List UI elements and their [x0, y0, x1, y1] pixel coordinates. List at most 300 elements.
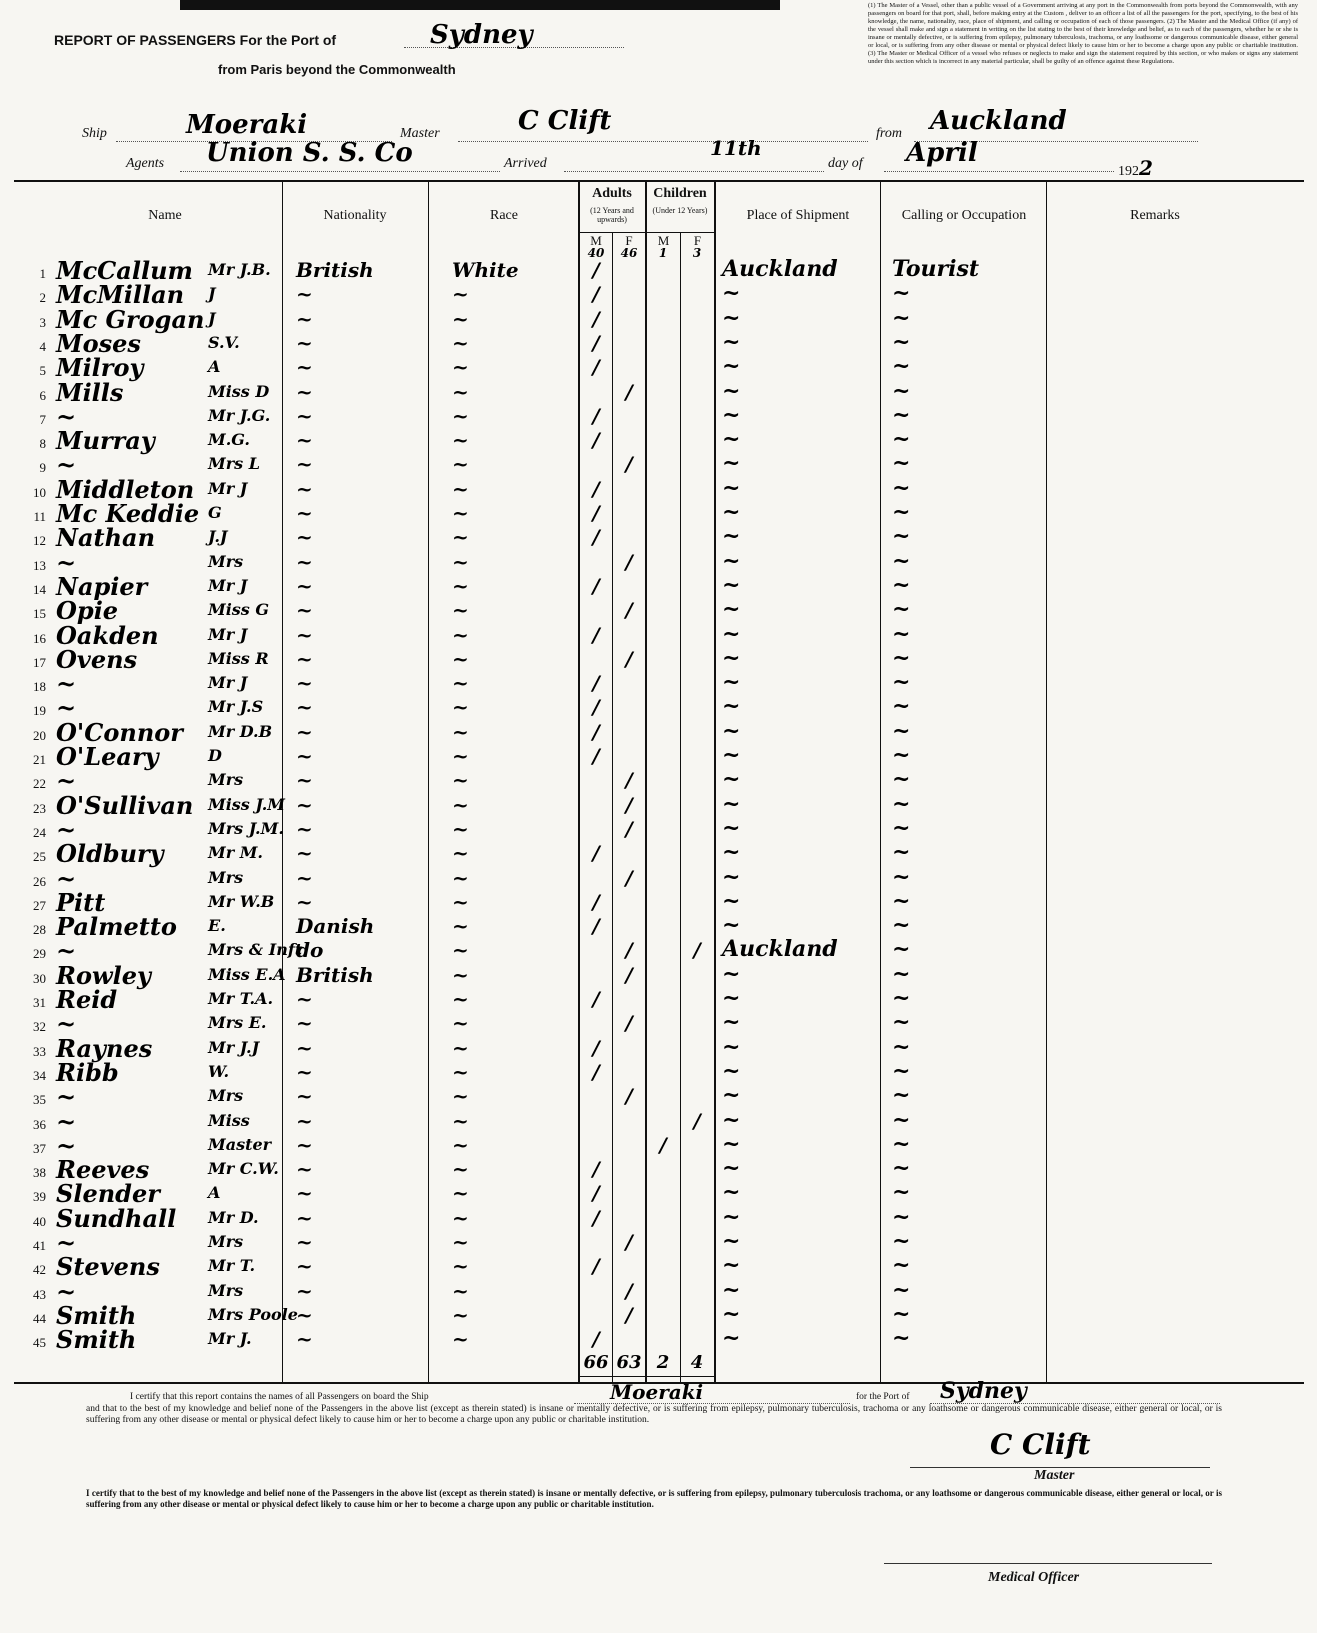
passenger-nationality: ~	[296, 720, 313, 744]
col-header-remarks: Remarks	[1130, 208, 1180, 223]
count-mark-af: /	[625, 1011, 633, 1035]
year-label	[1118, 156, 1153, 180]
passenger-place: ~	[722, 1009, 741, 1035]
passenger-race: ~	[452, 1279, 469, 1303]
passenger-race: ~	[452, 1060, 469, 1084]
passenger-nationality: ~	[296, 1254, 313, 1278]
count-mark-am: /	[592, 744, 600, 768]
passenger-name: ~	[56, 402, 77, 431]
passenger-nationality: ~	[296, 1230, 313, 1254]
col-divider	[1046, 182, 1047, 1382]
count-mark-am: /	[592, 331, 600, 355]
passenger-race: ~	[452, 817, 469, 841]
row-number: 27	[33, 898, 46, 913]
passenger-occupation: ~	[892, 305, 911, 331]
passenger-nationality: ~	[296, 1157, 313, 1181]
total-child-m: 2	[656, 1352, 670, 1373]
passenger-race: ~	[452, 525, 469, 549]
passenger-name: ~	[56, 766, 77, 795]
passenger-place: Auckland	[722, 936, 838, 962]
passenger-nationality: ~	[296, 793, 313, 817]
row-number: 29	[33, 946, 46, 961]
col-divider	[714, 182, 716, 1382]
passenger-name: Mc Grogan	[56, 305, 205, 334]
count-mark-af: /	[625, 1279, 633, 1303]
row-number: 28	[33, 922, 46, 937]
passenger-race: White	[452, 258, 519, 282]
passenger-name: ~	[56, 1277, 77, 1306]
arrived-day: 11th	[710, 136, 762, 160]
passenger-initials: Mrs	[208, 868, 244, 887]
passenger-nationality: ~	[296, 817, 313, 841]
count-mark-af: /	[625, 380, 633, 404]
passenger-race: ~	[452, 307, 469, 331]
count-mark-am: /	[592, 1254, 600, 1278]
passenger-place: ~	[722, 864, 741, 890]
row-number: 23	[33, 801, 46, 816]
passenger-race: ~	[452, 890, 469, 914]
passenger-name: O'Sullivan	[56, 791, 194, 820]
passenger-nationality: Danish	[296, 914, 375, 938]
passenger-place: ~	[722, 645, 741, 671]
count-mark-am: /	[592, 841, 600, 865]
count-mark-am: /	[592, 720, 600, 744]
passenger-place: ~	[722, 718, 741, 744]
col-header-place: Place of Shipment	[746, 208, 850, 223]
passenger-race: ~	[452, 1327, 469, 1351]
row-number: 19	[33, 703, 46, 718]
passenger-name: Milroy	[56, 353, 144, 382]
passenger-place: ~	[722, 1277, 741, 1303]
col-divider	[282, 182, 283, 1382]
count-mark-af: /	[625, 598, 633, 622]
passenger-occupation: ~	[892, 1131, 911, 1157]
passenger-initials: Miss G	[208, 600, 270, 619]
passenger-occupation: ~	[892, 621, 911, 647]
row-number: 16	[33, 631, 46, 646]
col-header-adults: Adults	[592, 186, 632, 201]
passenger-place: ~	[722, 693, 741, 719]
passenger-occupation: ~	[892, 742, 911, 768]
passenger-name: O'Connor	[56, 718, 183, 747]
passenger-occupation: ~	[892, 548, 911, 574]
passenger-initials: Mr M.	[208, 843, 263, 862]
passenger-race: ~	[452, 841, 469, 865]
passenger-race: ~	[452, 695, 469, 719]
passenger-place: ~	[722, 888, 741, 914]
count-mark-af: /	[625, 1303, 633, 1327]
col-header-child-f: F	[693, 233, 702, 248]
col-note-children: (Under 12 Years)	[652, 206, 708, 215]
passenger-nationality: ~	[296, 550, 313, 574]
passenger-name: Nathan	[56, 523, 156, 552]
passenger-occupation: ~	[892, 1058, 911, 1084]
passenger-occupation: ~	[892, 1228, 911, 1254]
from-label: from	[876, 126, 902, 141]
passenger-name: ~	[56, 1107, 77, 1136]
passenger-occupation: ~	[892, 961, 911, 987]
passenger-occupation: ~	[892, 572, 911, 598]
col-divider	[645, 182, 647, 1382]
passenger-occupation: ~	[892, 329, 911, 355]
count-mark-am: /	[592, 355, 600, 379]
passenger-initials: Mrs & Inft	[208, 940, 303, 959]
passenger-place: ~	[722, 1058, 741, 1084]
passenger-name: Sundhall	[56, 1204, 177, 1233]
passenger-nationality: ~	[296, 744, 313, 768]
passenger-occupation: ~	[892, 693, 911, 719]
total-child-f: 4	[690, 1352, 704, 1373]
passenger-nationality: ~	[296, 841, 313, 865]
passenger-occupation: ~	[892, 888, 911, 914]
passenger-nationality: ~	[296, 1303, 313, 1327]
row-number: 3	[39, 315, 46, 330]
row-number: 39	[33, 1189, 46, 1204]
passenger-nationality: ~	[296, 477, 313, 501]
row-number: 21	[33, 752, 46, 767]
count-mark-am: /	[592, 1181, 600, 1205]
passenger-initials: A	[208, 357, 221, 376]
passenger-place: ~	[722, 1252, 741, 1278]
passenger-race: ~	[452, 793, 469, 817]
passenger-nationality: ~	[296, 1327, 313, 1351]
passenger-nationality: ~	[296, 501, 313, 525]
month-value: April	[906, 138, 978, 168]
count-mark-af: /	[625, 647, 633, 671]
passenger-initials: Miss R	[208, 649, 269, 668]
master-cert-intro: I certify that this report contains the names of all Passengers on board the Ship	[130, 1392, 429, 1402]
passenger-initials: Mrs	[208, 1281, 244, 1300]
medical-signature-line	[884, 1562, 1212, 1564]
passenger-place: ~	[722, 961, 741, 987]
row-number: 34	[33, 1068, 46, 1083]
count-mark-af: /	[625, 866, 633, 890]
master-label: Master	[400, 126, 440, 141]
passenger-initials: Mr T.	[208, 1256, 256, 1275]
row-number: 14	[33, 582, 46, 597]
count-mark-am: /	[592, 477, 600, 501]
regulations-text: (1) The Master of a Vessel, other than a public vessel of a Government arriving at any port in the Commonwealth from ports beyond the Commonwealth, with any passengers on board for that port, shall, before making entry at the Custom , deliver to an officer a list of all the passengers for the port, specifying, to the best of his knowledge, the name, nationality, race, place of shipment, and calling or occupation of each of those passengers. (2) The Master and the Medical Office (if any) of the vessel shall make and sign a statement in writing on the list stating to the best of their knowledge and belief, as to each of the passengers, whether he or she is insane or mentally defective, or is suffering from epilepsy, pulmonary tuberculosis, trachoma, or any loathsome or dangerous communicable disease, either general or local, or is suffering from any other disease or mental or physical defect likely to cause him or her to become a charge upon any public or charitable institution. (3) The Master or Medical Officer of a vessel who refuses or neglects to make and sign the statement required by this section, or who makes or signs any statement under this section which is incorrect in any material particular, shall be guilty of an offence against these Regulations.	[868, 2, 1298, 65]
passenger-name: Reid	[56, 985, 118, 1014]
running-total-child-m: 1	[658, 246, 668, 260]
passenger-name: ~	[56, 936, 77, 965]
passenger-nationality: ~	[296, 452, 313, 476]
passenger-place: ~	[722, 1107, 741, 1133]
passenger-race: ~	[452, 1254, 469, 1278]
passenger-occupation: ~	[892, 1009, 911, 1035]
row-number: 25	[33, 849, 46, 864]
passenger-nationality: ~	[296, 1109, 313, 1133]
passenger-race: ~	[452, 720, 469, 744]
passenger-nationality: ~	[296, 1084, 313, 1108]
passenger-occupation: ~	[892, 1034, 911, 1060]
passenger-initials: Miss D	[208, 382, 270, 401]
passenger-race: ~	[452, 428, 469, 452]
passenger-initials: Mr J	[208, 576, 248, 595]
passenger-race: ~	[452, 550, 469, 574]
row-number: 10	[33, 485, 46, 500]
passenger-name: McMillan	[56, 280, 185, 309]
running-total-child-f: 3	[692, 246, 702, 260]
passenger-name: Stevens	[56, 1252, 160, 1281]
passenger-name: O'Leary	[56, 742, 159, 771]
count-mark-af: /	[625, 452, 633, 476]
passenger-name: Middleton	[56, 475, 195, 504]
passenger-race: ~	[452, 355, 469, 379]
passenger-race: ~	[452, 1109, 469, 1133]
passenger-race: ~	[452, 1036, 469, 1060]
passenger-race: ~	[452, 623, 469, 647]
passenger-initials: Miss E.A	[208, 965, 286, 984]
passenger-place: ~	[722, 475, 741, 501]
count-mark-am: /	[592, 1060, 600, 1084]
passenger-race: ~	[452, 1011, 469, 1035]
passenger-name: ~	[56, 1131, 77, 1160]
passenger-name: Murray	[56, 426, 155, 455]
passenger-name: ~	[56, 548, 77, 577]
passenger-name: Slender	[56, 1179, 160, 1208]
passenger-place: ~	[722, 329, 741, 355]
count-mark-am: /	[592, 1206, 600, 1230]
count-mark-af: /	[625, 963, 633, 987]
passenger-initials: Mr J	[208, 673, 248, 692]
passenger-place: ~	[722, 353, 741, 379]
count-mark-am: /	[592, 1036, 600, 1060]
passenger-race: ~	[452, 744, 469, 768]
row-number: 43	[33, 1287, 46, 1302]
passenger-initials: Mrs	[208, 770, 244, 789]
passenger-occupation: ~	[892, 645, 911, 671]
count-mark-cf: /	[693, 938, 701, 962]
passenger-place: ~	[722, 669, 741, 695]
passenger-place: ~	[722, 450, 741, 476]
passenger-nationality: ~	[296, 598, 313, 622]
day-of-label: day of	[828, 156, 863, 171]
row-number: 35	[33, 1092, 46, 1107]
passenger-initials: Mrs	[208, 552, 244, 571]
master-value: C Clift	[518, 106, 612, 136]
ship-label: Ship	[82, 126, 107, 141]
passenger-nationality: ~	[296, 671, 313, 695]
row-number: 17	[33, 655, 46, 670]
passenger-initials: A	[208, 1183, 221, 1202]
count-mark-af: /	[625, 768, 633, 792]
passenger-place: ~	[722, 596, 741, 622]
passenger-name: Rowley	[56, 961, 151, 990]
col-note-adults: (12 Years and upwards)	[590, 206, 634, 224]
count-mark-cf: /	[693, 1109, 701, 1133]
passenger-initials: W.	[208, 1062, 230, 1081]
passenger-name: ~	[56, 815, 77, 844]
passenger-place: ~	[722, 1228, 741, 1254]
passenger-race: ~	[452, 598, 469, 622]
passenger-place: ~	[722, 839, 741, 865]
passenger-place: ~	[722, 815, 741, 841]
passenger-occupation: ~	[892, 912, 911, 938]
passenger-name: ~	[56, 669, 77, 698]
passenger-initials: D	[208, 746, 222, 765]
count-mark-am: /	[592, 574, 600, 598]
count-mark-am: /	[592, 525, 600, 549]
passenger-nationality: ~	[296, 695, 313, 719]
passenger-place: ~	[722, 280, 741, 306]
passenger-name: ~	[56, 1009, 77, 1038]
passenger-occupation: ~	[892, 985, 911, 1011]
row-number: 5	[39, 363, 46, 378]
passenger-occupation: ~	[892, 378, 911, 404]
passenger-name: Palmetto	[56, 912, 177, 941]
passenger-place: ~	[722, 1131, 741, 1157]
row-number: 37	[33, 1141, 46, 1156]
passenger-race: ~	[452, 282, 469, 306]
agents-value: Union S. S. Co	[206, 138, 413, 168]
row-number: 24	[33, 825, 46, 840]
passenger-place: ~	[722, 742, 741, 768]
row-number: 41	[33, 1238, 46, 1253]
passenger-race: ~	[452, 1084, 469, 1108]
report-title: REPORT OF PASSENGERS For the Port of	[54, 32, 337, 48]
passenger-initials: Mrs E.	[208, 1013, 267, 1032]
passenger-nationality: ~	[296, 768, 313, 792]
row-number: 6	[39, 388, 46, 403]
year-prefix: 192	[1118, 164, 1139, 179]
passenger-initials: Mr J.	[208, 1329, 252, 1348]
master-signature-label: Master	[1034, 1468, 1075, 1483]
row-number: 44	[33, 1311, 46, 1326]
total-adult-m: 66	[583, 1352, 609, 1373]
arrived-label: Arrived	[504, 156, 547, 171]
passenger-race: ~	[452, 987, 469, 1011]
master-signature: C Clift	[990, 1428, 1091, 1461]
row-number: 11	[33, 509, 46, 524]
count-mark-af: /	[625, 817, 633, 841]
passenger-nationality: ~	[296, 307, 313, 331]
medical-cert-text: I certify that to the best of my knowledge and belief none of the Passengers in the above list (except as therein stated) is insane or mentally defective, or is suffering from epilepsy, pulmonary tuberculosis trachoma, or any loathsome or dangerous communicable disease, either general or local, or is suffering from any other disease or mental or physical defect likely to cause him or her to become a charge upon any public or charitable institution.	[86, 1488, 1222, 1509]
month-dotline	[884, 170, 1114, 172]
agents-label: Agents	[126, 156, 165, 171]
passenger-occupation: ~	[892, 936, 911, 962]
col-header-nationality: Nationality	[323, 208, 387, 223]
passenger-initials: Miss J.M	[208, 795, 285, 814]
row-number: 12	[33, 533, 46, 548]
passenger-nationality: ~	[296, 1133, 313, 1157]
passenger-name: ~	[56, 693, 77, 722]
passenger-occupation: ~	[892, 864, 911, 890]
passenger-nationality: ~	[296, 525, 313, 549]
passenger-initials: J	[208, 284, 216, 303]
passenger-occupation: ~	[892, 1155, 911, 1181]
passenger-initials: S.V.	[208, 333, 240, 352]
passenger-place: ~	[722, 1034, 741, 1060]
passenger-name: Mc Keddie	[56, 499, 200, 528]
passenger-name: Mills	[56, 378, 124, 407]
total-adult-f: 63	[616, 1352, 642, 1373]
passenger-initials: Mr J	[208, 479, 248, 498]
passenger-name: ~	[56, 450, 77, 479]
passenger-place: ~	[722, 766, 741, 792]
passenger-race: ~	[452, 768, 469, 792]
count-mark-am: /	[592, 1157, 600, 1181]
col-divider	[612, 232, 613, 1382]
col-divider	[680, 232, 681, 1382]
row-number: 18	[33, 679, 46, 694]
passenger-name: Smith	[56, 1325, 137, 1354]
passenger-nationality: ~	[296, 404, 313, 428]
row-number: 45	[33, 1335, 46, 1350]
passenger-place: ~	[722, 985, 741, 1011]
passenger-nationality: ~	[296, 987, 313, 1011]
passenger-occupation: ~	[892, 280, 911, 306]
report-subtitle: from Paris beyond the Commonwealth	[218, 62, 456, 77]
master-cert-text: and that to the best of my knowledge and belief none of the Passengers in the above list (except as therein stated) is insane or mentally defective, or is suffering from epilepsy, pulmonary tuberculosis, trachoma or any loathsome or dangerous communicable disease, either general or local, or is suffering from any other disease or mental or physical defect likely to cause him or her to become a charge upon any public or charitable institution.	[86, 1404, 1222, 1425]
passenger-race: ~	[452, 452, 469, 476]
passenger-initials: Mr J.S	[208, 697, 264, 716]
count-mark-af: /	[625, 550, 633, 574]
count-mark-af: /	[625, 1230, 633, 1254]
passenger-nationality: ~	[296, 1206, 313, 1230]
passenger-occupation: ~	[892, 791, 911, 817]
passenger-initials: Mr J	[208, 625, 248, 644]
passenger-race: ~	[452, 404, 469, 428]
header-banner	[180, 0, 780, 10]
passenger-name: Napier	[56, 572, 148, 601]
col-header-adult-f: F	[625, 233, 633, 248]
count-mark-am: /	[592, 695, 600, 719]
passenger-occupation: ~	[892, 1082, 911, 1108]
passenger-nationality: ~	[296, 282, 313, 306]
passenger-nationality: ~	[296, 1279, 313, 1303]
row-number: 15	[33, 606, 46, 621]
passenger-initials: J	[208, 309, 216, 328]
passenger-place: ~	[722, 1204, 741, 1230]
count-mark-am: /	[592, 671, 600, 695]
passenger-place: ~	[722, 499, 741, 525]
ship-value: Moeraki	[186, 110, 308, 140]
passenger-nationality: ~	[296, 380, 313, 404]
passenger-occupation: ~	[892, 839, 911, 865]
count-mark-am: /	[592, 258, 600, 282]
passenger-name: ~	[56, 1082, 77, 1111]
passenger-race: ~	[452, 574, 469, 598]
row-number: 2	[39, 290, 46, 305]
passenger-occupation: ~	[892, 1107, 911, 1133]
passenger-name: Oakden	[56, 621, 159, 650]
passenger-occupation: ~	[892, 499, 911, 525]
port-value: Sydney	[430, 20, 533, 50]
passenger-race: ~	[452, 914, 469, 938]
count-mark-am: /	[592, 307, 600, 331]
col-header-adult-m: M	[590, 233, 602, 248]
passenger-nationality: ~	[296, 623, 313, 647]
passenger-nationality: ~	[296, 890, 313, 914]
passenger-place: ~	[722, 621, 741, 647]
passenger-initials: Mr D.B	[208, 722, 273, 741]
count-mark-am: /	[592, 914, 600, 938]
passenger-race: ~	[452, 1230, 469, 1254]
count-mark-am: /	[592, 890, 600, 914]
passenger-nationality: British	[296, 963, 374, 987]
count-mark-am: /	[592, 282, 600, 306]
count-mark-af: /	[625, 1084, 633, 1108]
row-number: 1	[39, 266, 46, 281]
agents-dotline	[180, 170, 500, 172]
count-mark-am: /	[592, 987, 600, 1011]
passenger-place: ~	[722, 548, 741, 574]
from-value: Auckland	[930, 106, 1067, 136]
passenger-occupation: ~	[892, 1252, 911, 1278]
passenger-nationality: ~	[296, 1181, 313, 1205]
passenger-race: ~	[452, 501, 469, 525]
